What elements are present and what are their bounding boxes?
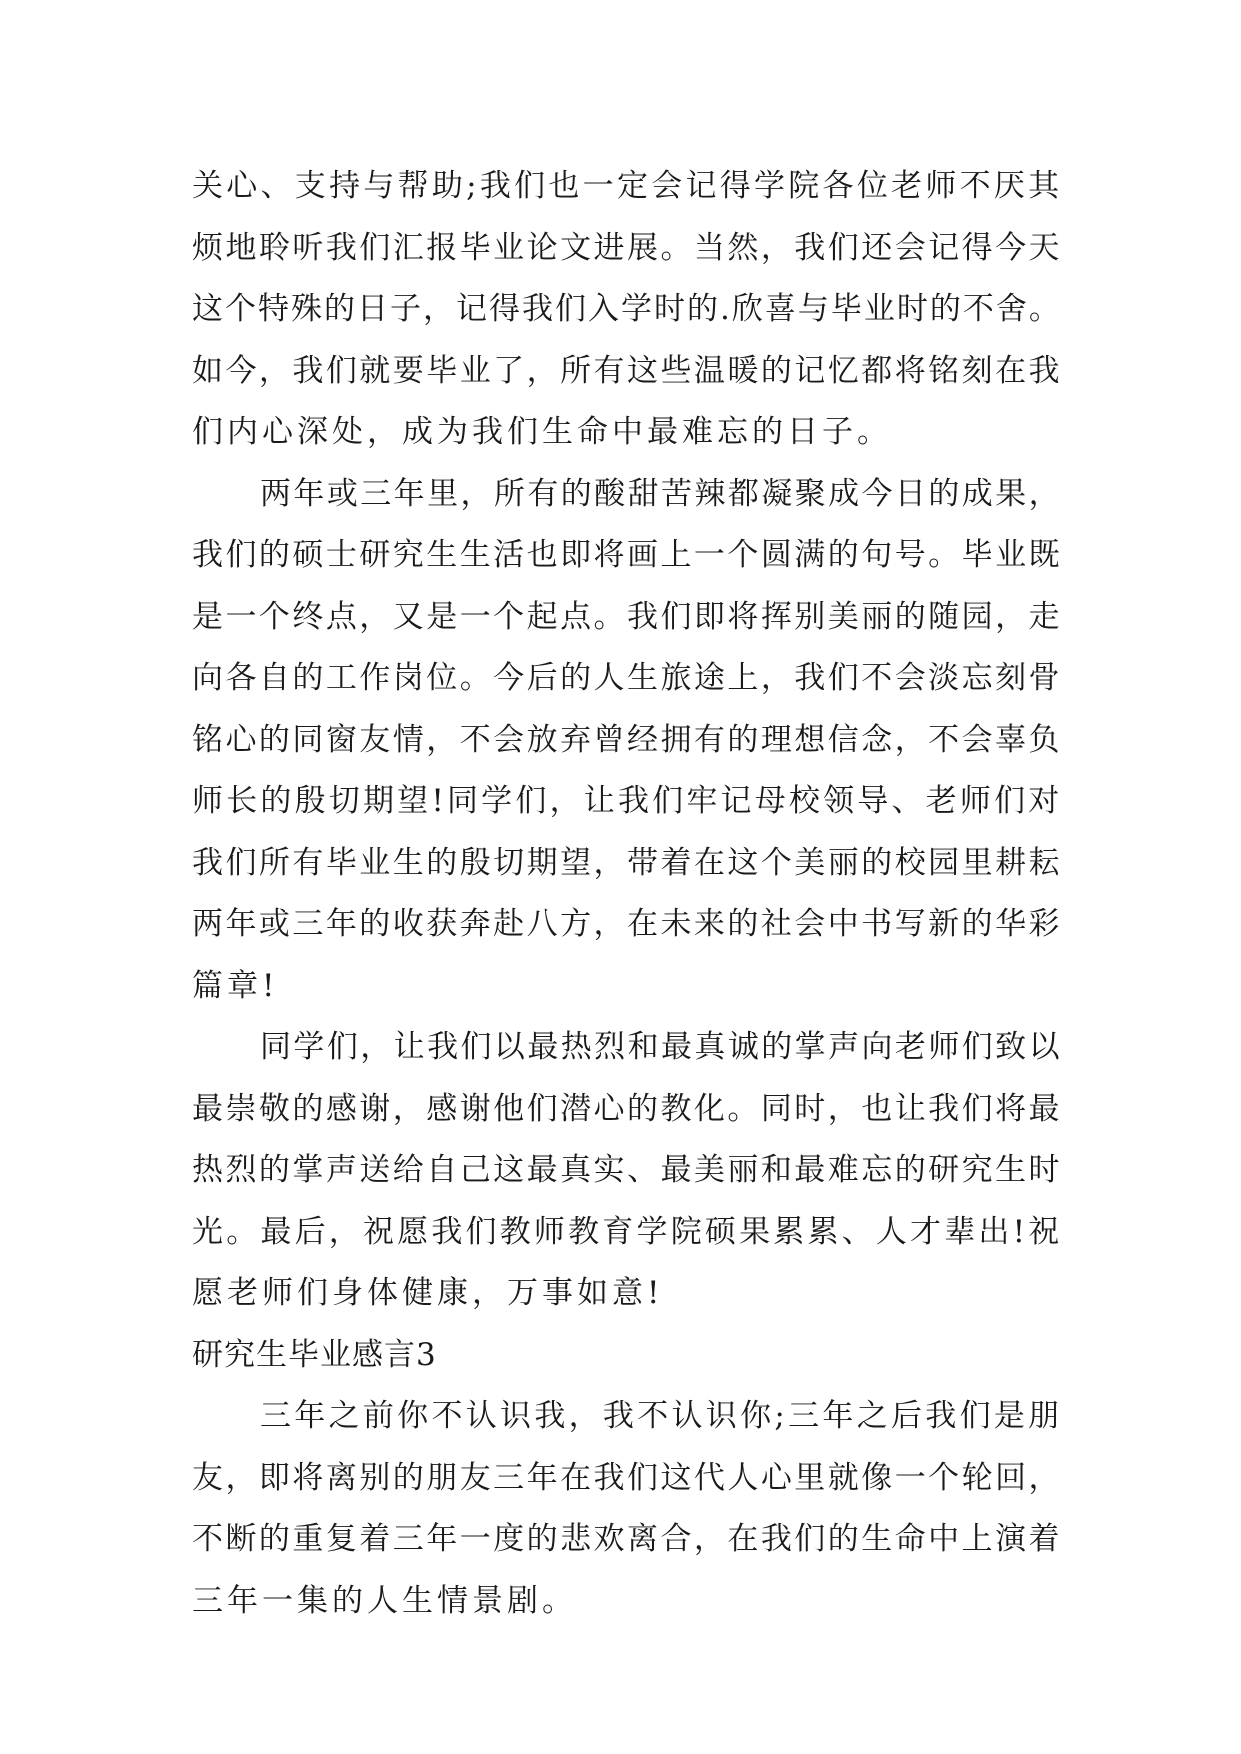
paragraph-first-line: 两年或三年里，所有的酸甜苦辣都凝聚成今日的成果， [260, 475, 1062, 512]
document-body [192, 156, 1062, 1632]
text-line: 我们所有毕业生的殷切期望，带着在这个美丽的校园里耕耘 [192, 844, 1062, 881]
text-line: 两年或三年的收获奔赴八方，在未来的社会中书写新的华彩 [192, 906, 1062, 942]
text-line: 最崇敬的感谢，感谢他们潜心的教化。同时，也让我们将最 [192, 1090, 1062, 1127]
text-line: 们内心深处，成为我们生命中最难忘的日子。 [192, 414, 892, 450]
text-line: 师长的殷切期望!同学们，让我们牢记母校领导、老师们对 [192, 783, 1063, 819]
text-line: 我们的硕士研究生生活也即将画上一个圆满的句号。毕业既 [192, 537, 1062, 573]
text-line: 向各自的工作岗位。今后的人生旅途上，我们不会淡忘刻骨 [192, 660, 1062, 696]
paragraph-first-line: 同学们，让我们以最热烈和最真诚的掌声向老师们致以 [260, 1029, 1062, 1065]
text-line: 铭心的同窗友情，不会放弃曾经拥有的理想信念，不会辜负 [192, 721, 1062, 758]
text-line: 友，即将离别的朋友三年在我们这代人心里就像一个轮回， [192, 1459, 1062, 1496]
text-line: 光。最后，祝愿我们教师教育学院硕果累累、人才辈出!祝 [192, 1213, 1063, 1250]
text-line: 篇章! [192, 967, 279, 1004]
text-line: 是一个终点，又是一个起点。我们即将挥别美丽的随园，走 [192, 598, 1062, 635]
text-line: 这个特殊的日子，记得我们入学时的.欣喜与毕业时的不舍。 [192, 291, 1062, 327]
text-line: 如今，我们就要毕业了，所有这些温暖的记忆都将铭刻在我 [192, 352, 1062, 389]
text-line: 不断的重复着三年一度的悲欢离合，在我们的生命中上演着 [192, 1521, 1062, 1557]
text-line: 愿老师们身体健康，万事如意! [192, 1275, 664, 1311]
text-line: 关心、支持与帮助;我们也一定会记得学院各位老师不厌其 [192, 168, 1063, 204]
text-line: 三年一集的人生情景剧。 [192, 1582, 577, 1619]
text-line: 热烈的掌声送给自己这最真实、最美丽和最难忘的研究生时 [192, 1152, 1062, 1188]
paragraph-first-line: 三年之前你不认识我，我不认识你;三年之后我们是朋 [260, 1398, 1063, 1434]
text-line: 烦地聆听我们汇报毕业论文进展。当然，我们还会记得今天 [192, 229, 1062, 266]
section-heading: 研究生毕业感言3 [192, 1336, 437, 1373]
